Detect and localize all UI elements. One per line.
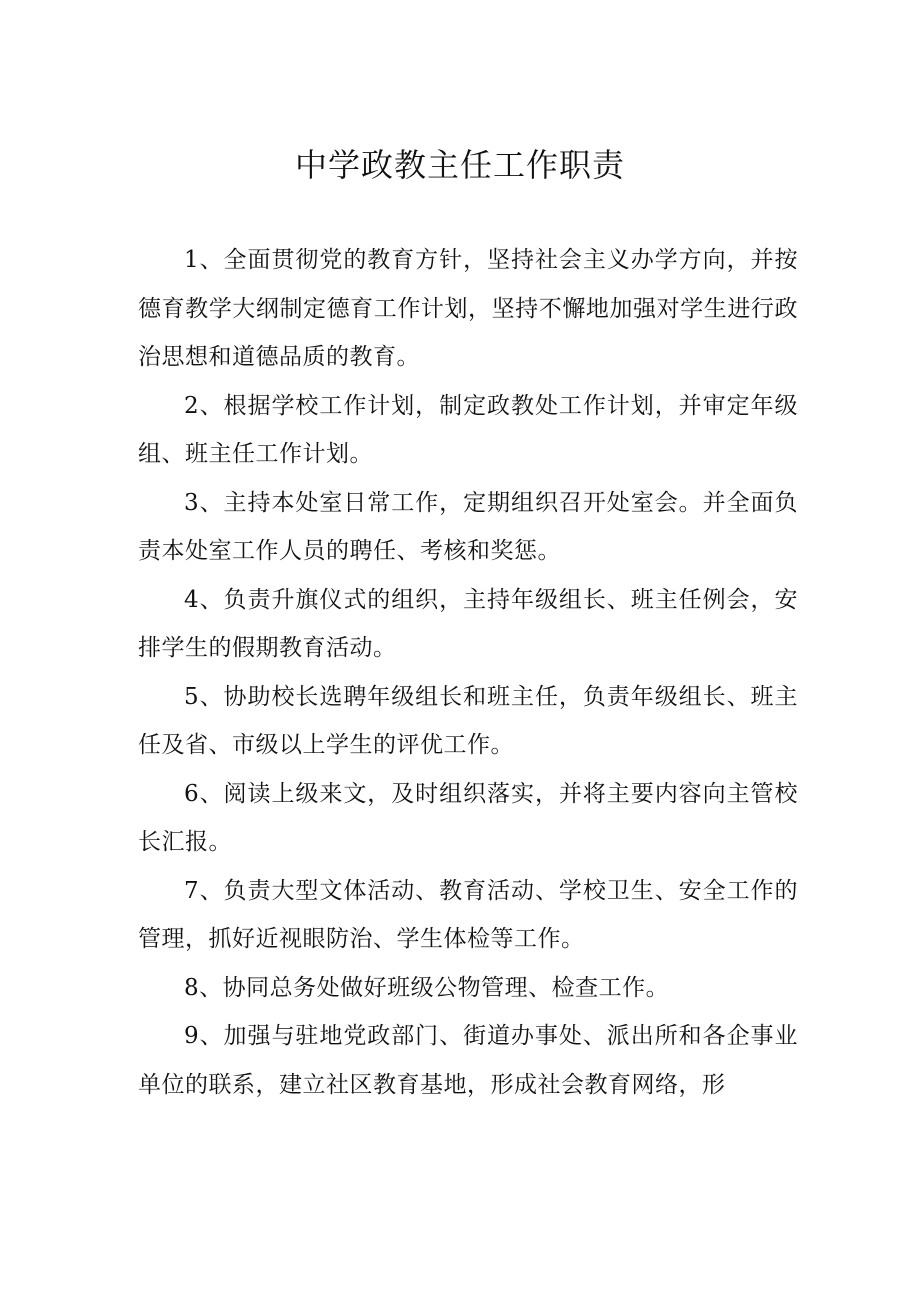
- document-title: 中学政教主任工作职责: [294, 146, 625, 184]
- paragraph-9: 9、加强与驻地党政部门、街道办事处、派出所和各企事业单位的联系，建立社区教育基地，形成社会教育网络，形: [138, 1023, 798, 1098]
- paragraph-4: 4、负责升旗仪式的组织，主持年级组长、班主任例会，安排学生的假期教育活动。: [138, 586, 798, 661]
- paragraph-1: 1、全面贯彻党的教育方针，坚持社会主义办学方向，并按德育教学大纲制定德育工作计划，坚持不懈地加强对学生进行政治思想和道德品质的教育。: [138, 247, 798, 370]
- document-body: [138, 236, 798, 1109]
- paragraph-3: 3、主持本处室日常工作，定期组织召开处室会。并全面负责本处室工作人员的聘任、考核和奖惩。: [138, 489, 798, 564]
- paragraph-8: 8、协同总务处做好班级公物管理、检查工作。: [184, 974, 670, 1001]
- paragraph-6: 6、阅读上级来文，及时组织落实，并将主要内容向主管校长汇报。: [138, 780, 798, 855]
- paragraph-5: 5、协助校长选聘年级组长和班主任，负责年级组长、班主任及省、市级以上学生的评优工作。: [138, 683, 798, 758]
- paragraph-2: 2、根据学校工作计划，制定政教处工作计划，并审定年级组、班主任工作计划。: [138, 392, 798, 467]
- paragraph-7: 7、负责大型文体活动、教育活动、学校卫生、安全工作的管理，抓好近视眼防治、学生体检等工作。: [138, 877, 798, 952]
